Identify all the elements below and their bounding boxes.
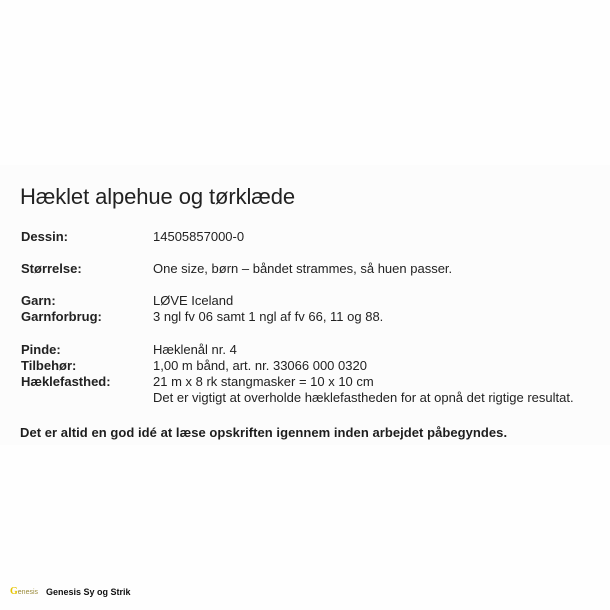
field-value: 3 ngl fv 06 samt 1 ngl af fv 66, 11 og 88.: [153, 309, 384, 324]
field-row-garnforbrug: [0, 309, 610, 325]
field-value: 14505857000-0: [153, 229, 245, 244]
field-label: Garn:: [21, 293, 56, 308]
field-value: LØVE Iceland: [153, 293, 234, 308]
reading-advice-note: Det er altid en god idé at læse opskriften igennem inden arbejdet påbegyndes.: [20, 425, 508, 440]
field-label: Dessin:: [21, 229, 68, 244]
field-row-dessin: [0, 229, 610, 245]
field-row-haeklefasthed: [0, 374, 610, 390]
field-row-stoerrelse: [0, 261, 610, 277]
field-value: Hæklenål nr. 4: [153, 342, 237, 357]
brand-name: Genesis Sy og Strik: [46, 587, 131, 597]
field-label: Størrelse:: [21, 261, 82, 276]
document-title: Hæklet alpehue og tørklæde: [20, 184, 295, 209]
field-value: 1,00 m bånd, art. nr. 33066 000 0320: [153, 358, 367, 373]
field-label: Garnforbrug:: [21, 309, 102, 324]
logo-rest: enesis: [17, 588, 39, 596]
field-value: One size, børn – båndet strammes, så huen passer.: [153, 261, 453, 276]
field-row-haeklefasthed-note: [0, 390, 610, 406]
footer-watermark: [10, 585, 131, 599]
field-value: Det er vigtigt at overholde hæklefastheden for at opnå det rigtige resultat.: [153, 390, 574, 405]
field-label: Tilbehør:: [21, 358, 77, 373]
field-label: Hæklefasthed:: [21, 374, 111, 389]
field-label: Pinde:: [21, 342, 61, 357]
genesis-logo-icon: [10, 587, 38, 598]
field-row-tilbehoer: [0, 358, 610, 374]
field-value: 21 m x 8 rk stangmasker = 10 x 10 cm: [153, 374, 374, 389]
field-row-garn: [0, 293, 610, 309]
field-row-pinde: [0, 342, 610, 358]
logo-initial: G: [10, 585, 18, 597]
